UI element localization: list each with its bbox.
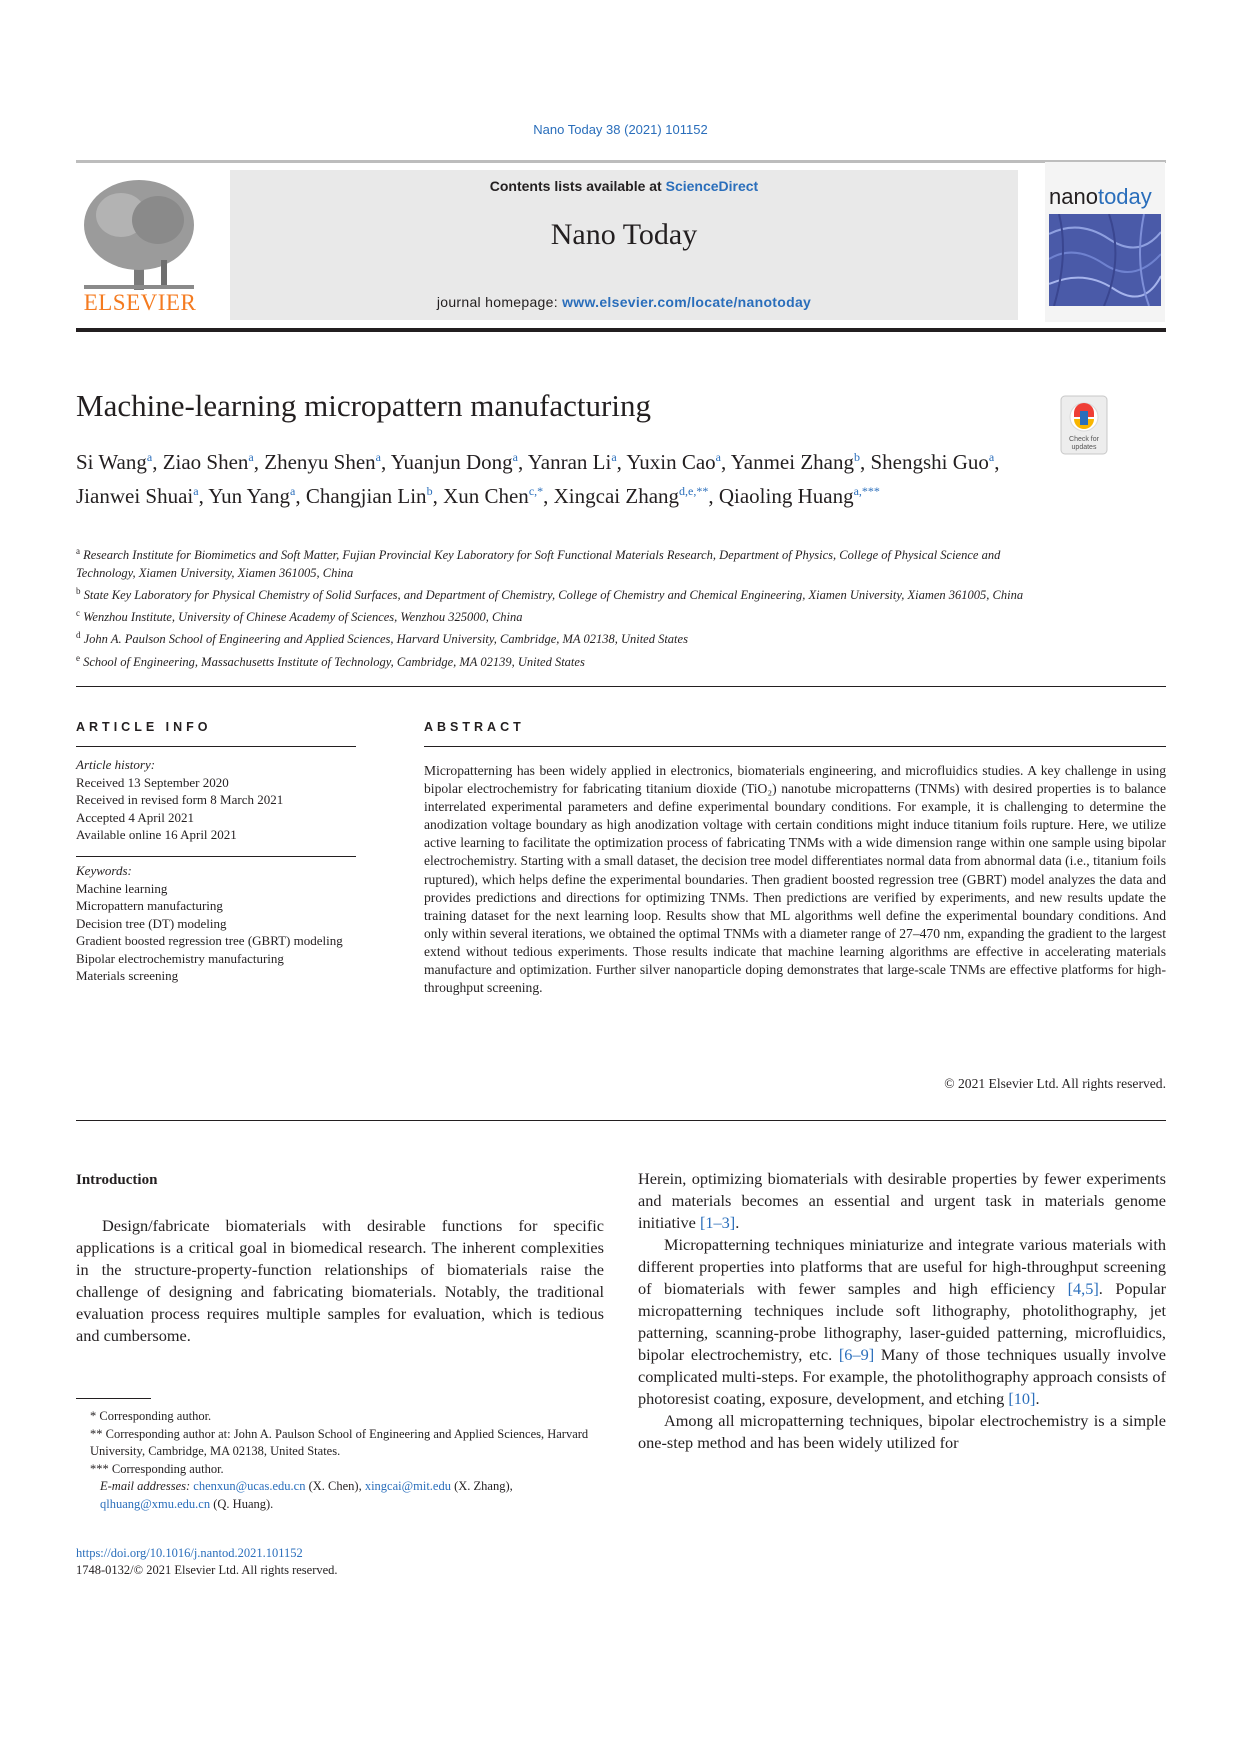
- abstract-rule: [424, 746, 1166, 747]
- section-rule: [76, 686, 1166, 687]
- author[interactable]: Xingcai Zhang$^{d,e,**}$: [553, 484, 709, 508]
- masthead-band: [230, 170, 1018, 320]
- author[interactable]: Xun Chen$^{c,*}$: [443, 484, 544, 508]
- author[interactable]: Qiaoling Huang$^{a,***}$: [718, 484, 880, 508]
- abstract-copyright: © 2021 Elsevier Ltd. All rights reserved.: [944, 1076, 1166, 1091]
- history-rule: [76, 856, 356, 857]
- elsevier-logo[interactable]: [76, 170, 204, 320]
- affiliation: $^b$ State Key Laboratory for Physical Chemistry of Solid Surfaces, and Department of Chemistry, College of Chemistry and Chemical Engineering, Xiamen University, Xiamen 361005, China: [76, 586, 1024, 603]
- author[interactable]: Yanmei Zhang$^b$: [730, 450, 860, 474]
- keyword: Gradient boosted regression tree (GBRT) modeling: [76, 933, 343, 948]
- author[interactable]: Ziao Shen$^a$: [162, 450, 254, 474]
- history-label: Article history:: [76, 757, 156, 772]
- keyword: Machine learning: [76, 880, 168, 896]
- author[interactable]: Yuxin Cao$^a$: [626, 450, 721, 474]
- issn-line: 1748-0132/© 2021 Elsevier Ltd. All rights reserved.: [76, 1563, 338, 1577]
- contents-line: [230, 178, 1018, 194]
- footnote: ** Corresponding author at: John A. Paulson School of Engineering and Applied Sciences, Harvard University, Cambridge, MA 02138, United States.: [90, 1426, 589, 1458]
- crossmark-label: Check for updates: [1069, 436, 1099, 451]
- publisher-wordmark: ELSEVIER: [83, 290, 197, 315]
- citation-link[interactable]: [6–9]: [838, 1345, 875, 1364]
- author[interactable]: Shengshi Guo$^a$: [870, 450, 995, 474]
- info-rule: [76, 746, 356, 747]
- history-item: Received in revised form 8 March 2021: [76, 792, 284, 807]
- author[interactable]: Changjian Lin$^b$: [305, 484, 433, 508]
- intro-heading: Introduction: [76, 1172, 158, 1188]
- masthead-rule: [76, 328, 1166, 332]
- keyword: Decision tree (DT) modeling: [76, 915, 227, 931]
- footnotes: [76, 1408, 604, 1513]
- homepage-label: journal homepage:: [436, 294, 563, 310]
- affiliation: $^c$ Wenzhou Institute, University of Chinese Academy of Sciences, Wenzhou 325000, China: [76, 608, 523, 625]
- abstract-heading: ABSTRACT: [424, 720, 525, 734]
- affiliation: $^d$ John A. Paulson School of Engineering and Applied Sciences, Harvard University, Cambridge, MA 02138, United States: [76, 630, 688, 647]
- footnote: *** Corresponding author.: [90, 1461, 224, 1476]
- homepage-line: [230, 294, 1018, 310]
- footnote-rule: [76, 1398, 151, 1399]
- email-addresses: E-mail addresses: chenxun@ucas.edu.cn (X. Chen), xingcai@mit.edu (X. Zhang), qlhuang@xmu.edu.cn (Q. Huang).: [100, 1479, 513, 1511]
- sciencedirect-link[interactable]: ScienceDirect: [665, 178, 759, 194]
- citation-link[interactable]: [4,5]: [1067, 1279, 1099, 1298]
- history-item: Accepted 4 April 2021: [76, 809, 195, 825]
- intro-paragraph: Herein, optimizing biomaterials with desirable properties by fewer experiments and materials becomes an essential and urgent task in materials genome initiative [1–3].: [638, 1169, 1166, 1232]
- affiliation: $^a$ Research Institute for Biomimetics and Soft Matter, Fujian Provincial Key Laboratory for Soft Functional Materials Research, Department of Physics, College of Physical Science and Technology, Xiamen University, Xiamen 361005, China: [76, 546, 1001, 581]
- author[interactable]: Yanran Li$^a$: [527, 450, 617, 474]
- masthead-top-rule: [76, 160, 1166, 163]
- cover-title: nanotoday: [1049, 184, 1152, 209]
- abstract-text: Micropatterning has been widely applied in electronics, biomaterials engineering, and microfluidics studies. A key challenge in using bipolar electrochemistry for fabricating titanium dioxide (TiO₂) nanotube micropatterns (TNMs) with desired properties is to balance interrelated experimental parameters and define experimental boundary conditions. For example, it is challenging to determine the anodization voltage boundary as high anodization voltage with certain conditions might induce titanium foils rupture. Here, we utilize active learning to facilitate the optimization process of fabricating TNMs with a wide dimension range within one sample using bipolar electrochemistry. Starting with a small dataset, the decision tree model differentiates normal data from abnormal data (i.e., titanium foils ruptured), which helps define the experimental boundaries. Then gradient boosted regression tree (GBRT) model analyzes the data and provides predictions and directions for optimizing TNMs. Then predictions are verified by experiments, and new results update the training dataset for the next learning loop. Results show that ML algorithms well define the experimental boundary conditions. And only within several iterations, we obtained the optimal TNMs with a diameter range of 27–470 nm, expanding the gradient to the largest extend without tedious experiments. Those results indicate that machine learning algorithms are effective in accelerating materials manufacture and optimization. Further silver nanoparticle doping demonstrates that large-scale TNMs are effective platforms for high-throughput screening.: [424, 763, 1166, 996]
- citation-link[interactable]: [10]: [1008, 1389, 1036, 1408]
- affiliations: [76, 542, 1036, 671]
- cover-image: [1049, 214, 1161, 306]
- intro-paragraph: Among all micropatterning techniques, bipolar electrochemistry is a simple one-step method and has been widely utilized for: [638, 1411, 1166, 1452]
- contents-prefix: Contents lists available at: [489, 178, 666, 194]
- crossmark-badge[interactable]: [1060, 395, 1108, 455]
- keyword: Bipolar electrochemistry manufacturing: [76, 950, 284, 966]
- author[interactable]: Si Wang$^a$: [76, 450, 153, 474]
- homepage-link[interactable]: www.elsevier.com/locate/nanotoday: [562, 294, 812, 310]
- intro-paragraph: Micropatterning techniques miniaturize and integrate various materials with different properties into platforms that are useful for high-throughput screening of biomaterials with fewer samples and high efficiency [4,5]. Popular micropatterning techniques include soft lithography, photolithography, jet patterning, scanning-probe lithography, laser-guided patterning, microfluidics, bipolar electrochemistry, etc. [6–9] Many of those techniques usually involve complicated multi-steps. For example, the photolithography approach consists of photoresist coating, exposure, development, and etching [10].: [638, 1235, 1166, 1408]
- footnote: * Corresponding author.: [90, 1409, 212, 1423]
- author-list: Si Wang$^a$, Ziao Shen$^a$, Zhenyu Shen$^a$, Yuanjun Dong$^a$, Yanran Li$^a$, Yuxin Cao$^a$, Yanmei Zhang$^b$, Shengshi Guo$^a$, Jianwei Shuai$^a$, Yun Yang$^a$, Changjian Lin$^b$, Xun Chen$^{c,*}$, Xingcai Zhang$^{d,e,**}$, Qiaoling Huang$^{a,***}$: [76, 450, 1000, 508]
- citation-link[interactable]: [1–3]: [699, 1213, 736, 1232]
- section-rule: [76, 1120, 1166, 1121]
- email-link[interactable]: qlhuang@xmu.edu.cn: [100, 1496, 211, 1511]
- journal-name: Nano Today: [550, 218, 698, 251]
- intro-right-column: [638, 1168, 1166, 1454]
- email-link[interactable]: xingcai@mit.edu: [364, 1479, 451, 1493]
- history-item: Received 13 September 2020: [76, 774, 229, 790]
- doi-link[interactable]: https://doi.org/10.1016/j.nantod.2021.101152: [76, 1546, 303, 1560]
- keywords-label: Keywords:: [76, 863, 132, 878]
- affiliation: $^e$ School of Engineering, Massachusetts Institute of Technology, Cambridge, MA 02139, United States: [76, 652, 585, 669]
- author[interactable]: Zhenyu Shen$^a$: [264, 450, 381, 474]
- author[interactable]: Yun Yang$^a$: [208, 484, 296, 508]
- article-history: [76, 756, 356, 844]
- history-item: Available online 16 April 2021: [76, 827, 237, 842]
- keyword: Materials screening: [76, 968, 179, 983]
- journal-cover[interactable]: [1045, 162, 1165, 322]
- article-title: Machine-learning micropattern manufacturing: [76, 388, 651, 423]
- doi-block: [76, 1545, 338, 1579]
- intro-left-paragraph: Design/fabricate biomaterials with desirable functions for specific applications is a critical goal in biomedical research. The inherent complexities in the structure-property-function relationships of biomaterials raise the challenge of designing and fabricating biomaterials. Notably, the traditional evaluation process requires multiple samples for evaluation, which is tedious and cumbersome.: [76, 1216, 604, 1345]
- keywords: [76, 862, 346, 985]
- keyword: Micropattern manufacturing: [76, 898, 223, 913]
- author[interactable]: Yuanjun Dong$^a$: [390, 450, 518, 474]
- article-info-heading: ARTICLE INFO: [76, 720, 212, 734]
- journal-reference[interactable]: Nano Today 38 (2021) 101152: [533, 122, 708, 137]
- author[interactable]: Jianwei Shuai$^a$: [76, 484, 199, 508]
- email-link[interactable]: chenxun@ucas.edu.cn: [193, 1479, 306, 1493]
